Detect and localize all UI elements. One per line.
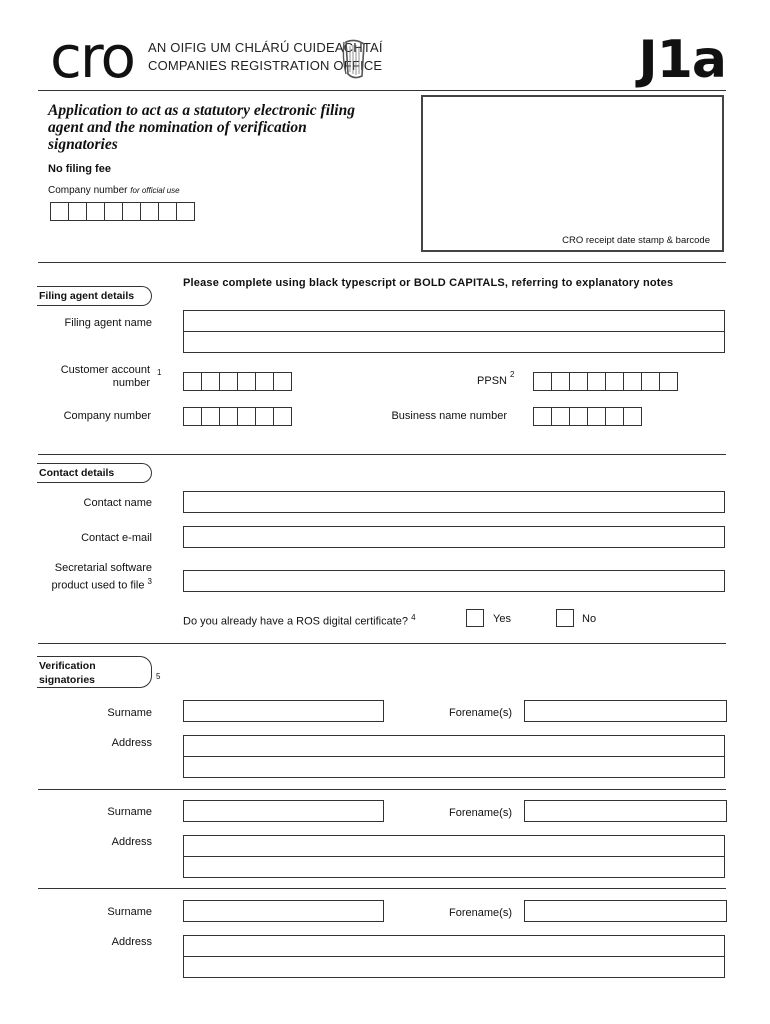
agency-name-irish: AN OIFIG UM CHLÁRÚ CUIDEACHTAÍ [148,40,383,55]
signatory-3-address-line1[interactable] [183,935,725,957]
intro-rule [38,262,726,263]
ros-note: 4 [411,613,416,622]
agent-company-number-label: Company number [63,410,151,422]
section-tab-filing-agent: Filing agent details [37,286,152,306]
secretarial-software-label: Secretarial software product used to file $^3$ [51,562,152,592]
agent-company-number-boxes[interactable] [183,407,291,426]
verification-note: 5 [156,672,161,681]
signatory-2-rule [38,888,726,889]
contact-email-label: Contact e-mail [81,532,152,544]
ros-question: Do you already have a ROS digital certificate? $^4$ [183,613,416,628]
cro-logo: cro [50,23,134,91]
completion-instruction: Please complete using black typescript or BOLD CAPITALS, referring to explanatory notes [183,277,674,289]
filing-agent-name-label: Filing agent name [64,317,152,329]
signatory-1-forename-label: Forename(s) [449,707,512,719]
signatory-3-surname-field[interactable] [183,900,384,922]
signatory-2-address-line2[interactable] [183,856,725,878]
section-tab-verification: Verification signatories [37,656,152,688]
contact-email-field[interactable] [183,526,725,548]
signatory-3-forename-field[interactable] [524,900,727,922]
no-fee-note: No filing fee [48,163,111,175]
signatory-2-forename-label: Forename(s) [449,807,512,819]
software-note: 3 [147,577,152,586]
signatory-3-forename-label: Forename(s) [449,907,512,919]
customer-account-note: 1 [157,368,162,377]
signatory-2-surname-label: Surname [107,806,152,818]
receipt-stamp-area [421,95,724,252]
ros-yes-checkbox[interactable] [466,609,484,627]
contact-name-label: Contact name [83,497,152,509]
filing-agent-rule [38,454,726,455]
signatory-1-surname-label: Surname [107,707,152,719]
ppsn-note: 2 [510,370,515,379]
signatory-1-address-line2[interactable] [183,756,725,778]
section-tab-contact: Contact details [37,463,152,483]
ppsn-boxes[interactable] [533,372,677,391]
signatory-2-address-line1[interactable] [183,835,725,857]
filing-agent-name-line2[interactable] [183,331,725,353]
contact-rule [38,643,726,644]
business-name-number-boxes[interactable] [533,407,641,426]
filing-agent-name-line1[interactable] [183,310,725,332]
customer-account-label: Customer account number [60,364,150,389]
signatory-2-address-label: Address [111,836,152,848]
signatory-2-surname-field[interactable] [183,800,384,822]
stamp-caption: CRO receipt date stamp & barcode [562,235,710,246]
signatory-1-address-label: Address [111,737,152,749]
ros-no-label: No [582,613,597,625]
ros-yes-label: Yes [493,613,511,625]
signatory-3-surname-label: Surname [107,906,152,918]
signatory-1-forename-field[interactable] [524,700,727,722]
official-company-number-label: Company number for official use [48,185,180,196]
contact-name-field[interactable] [183,491,725,513]
ros-no-checkbox[interactable] [556,609,574,627]
signatory-1-surname-field[interactable] [183,700,384,722]
ppsn-label: PPSN [477,375,507,387]
official-company-number-boxes [50,202,194,221]
signatory-2-forename-field[interactable] [524,800,727,822]
business-name-number-label: Business name number [391,410,507,422]
secretarial-software-field[interactable] [183,570,725,592]
signatory-1-address-line1[interactable] [183,735,725,757]
signatory-3-address-label: Address [111,936,152,948]
form-title: Application to act as a statutory electronic filing agent and the nomination of verification signatories [48,102,355,153]
header-rule [38,90,726,91]
agency-name-english: COMPANIES REGISTRATION OFFICE [148,58,383,73]
signatory-1-rule [38,789,726,790]
customer-account-boxes[interactable] [183,372,291,391]
harp-emblem-icon [340,38,370,80]
form-code: J1a [638,30,726,90]
signatory-3-address-line2[interactable] [183,956,725,978]
